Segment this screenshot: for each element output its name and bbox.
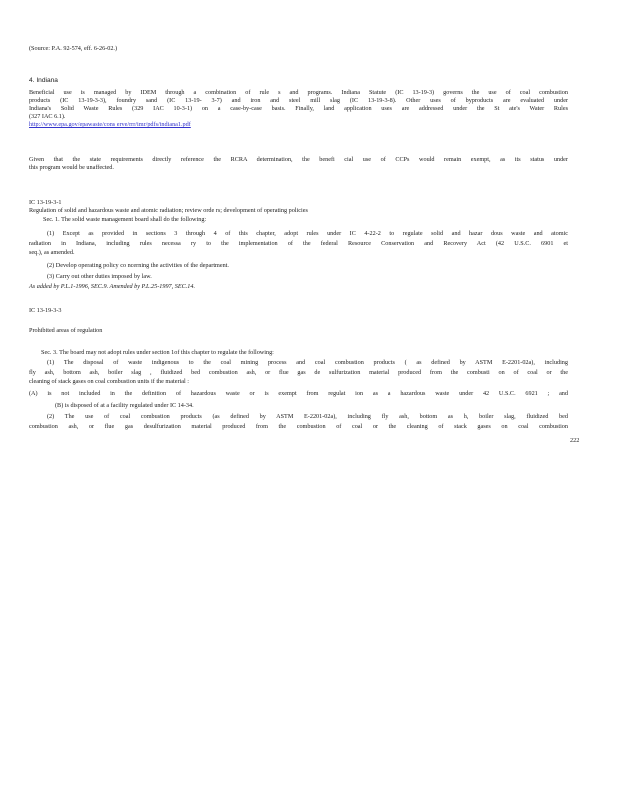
statute-header: IC 13-19-3-1 xyxy=(29,199,62,206)
statute-item-line: (2) The use of coal combustion products (as defined by ASTM E-2201-02a), including fly ash, bottom as h, boiler slag, fluidized bed xyxy=(47,413,568,420)
statute-title: Regulation of solid and hazardous waste and atomic radiation; review orde rs; development of operating policies xyxy=(29,207,308,214)
paragraph-line: products (IC 13-19-3-3), foundry sand (IC 13-19- 3-7) and iron and steel mill slag (IC 13-19-3-8). Other uses of byproducts are evaluated under xyxy=(29,97,568,104)
statute-item-line: (A) is not included in the definition of hazardous waste or is exempt from regulat ion as a hazardous waste under 42 U.S.C. 6921 ; and xyxy=(29,390,568,397)
statute-item-line: cleaning of stack gases on coal combustion units if the material : xyxy=(29,378,189,385)
page-number: 222 xyxy=(570,437,580,444)
statute-item-line: radiation in Indiana, including rules necessa ry to the implementation of the federal Resource Conservation and Recovery Act (42 U.S.C. 6901 et xyxy=(29,240,568,247)
statute-item-line: combustion ash, or flue gas desulfurization material produced from the combustion of coal or the cleaning of stack gases on coal combustion xyxy=(29,423,568,430)
paragraph-line: this program would be unaffected. xyxy=(29,164,114,171)
statute-section: Sec. 1. The solid waste management board shall do the following: xyxy=(43,216,207,223)
paragraph-line: Indiana's Solid Waste Rules (329 IAC 10-3-1) on a case-by-case basis. Finally, land application uses are addressed under the St ate's Water Rules xyxy=(29,105,568,112)
paragraph-line: Given that the state requirements directly reference the RCRA determination, the benefi cial use of CCPs would remain exempt, as its status under xyxy=(29,156,568,163)
statute-section: Sec. 3. The board may not adopt rules under section 1of this chapter to regulate the following: xyxy=(41,349,274,356)
amendment-note: As added by P.L.1-1996, SEC.9. Amended by P.L.25-1997, SEC.14. xyxy=(29,283,196,290)
section-heading: 4. Indiana xyxy=(29,77,58,84)
statute-item: (2) Develop operating policy co ncerning the activities of the department. xyxy=(47,262,229,269)
source-link[interactable]: http://www.epa.gov/epawaste/cons erve/rrr/imr/pdfs/indiana1.pdf xyxy=(29,121,191,128)
statute-item-line: seq.), as amended. xyxy=(29,249,75,256)
statute-header: IC 13-19-3-3 xyxy=(29,307,62,314)
source-citation: (Source: P.A. 92-574, eff. 6-26-02.) xyxy=(29,45,118,52)
statute-title: Prohibited areas of regulation xyxy=(29,327,103,334)
statute-item-line: (1) Except as provided in sections 3 through 4 of this chapter, adopt rules under IC 4-22-2 to regulate solid and hazar dous waste and atomic xyxy=(47,230,568,237)
statute-item-line: fly ash, bottom ash, boiler slag , fluidized bed combustion ash, or flue gas de sulfurization material produced from the combusti on of coal or the xyxy=(29,369,568,376)
statute-item: (3) Carry out other duties imposed by law. xyxy=(47,273,152,280)
statute-item-line: (1) The disposal of waste indigenous to the coal mining process and coal combustion products ( as defined by ASTM E-2201-02a), including xyxy=(47,359,568,366)
paragraph-line: (327 IAC 6.1). xyxy=(29,113,66,120)
paragraph-line: Beneficial use is managed by IDEM through a combination of rule s and programs. Indiana Statute (IC 13-19-3) governs the use of coal combustion xyxy=(29,89,568,96)
statute-item-line: (B) is disposed of at a facility regulated under IC 14-34. xyxy=(55,402,194,409)
